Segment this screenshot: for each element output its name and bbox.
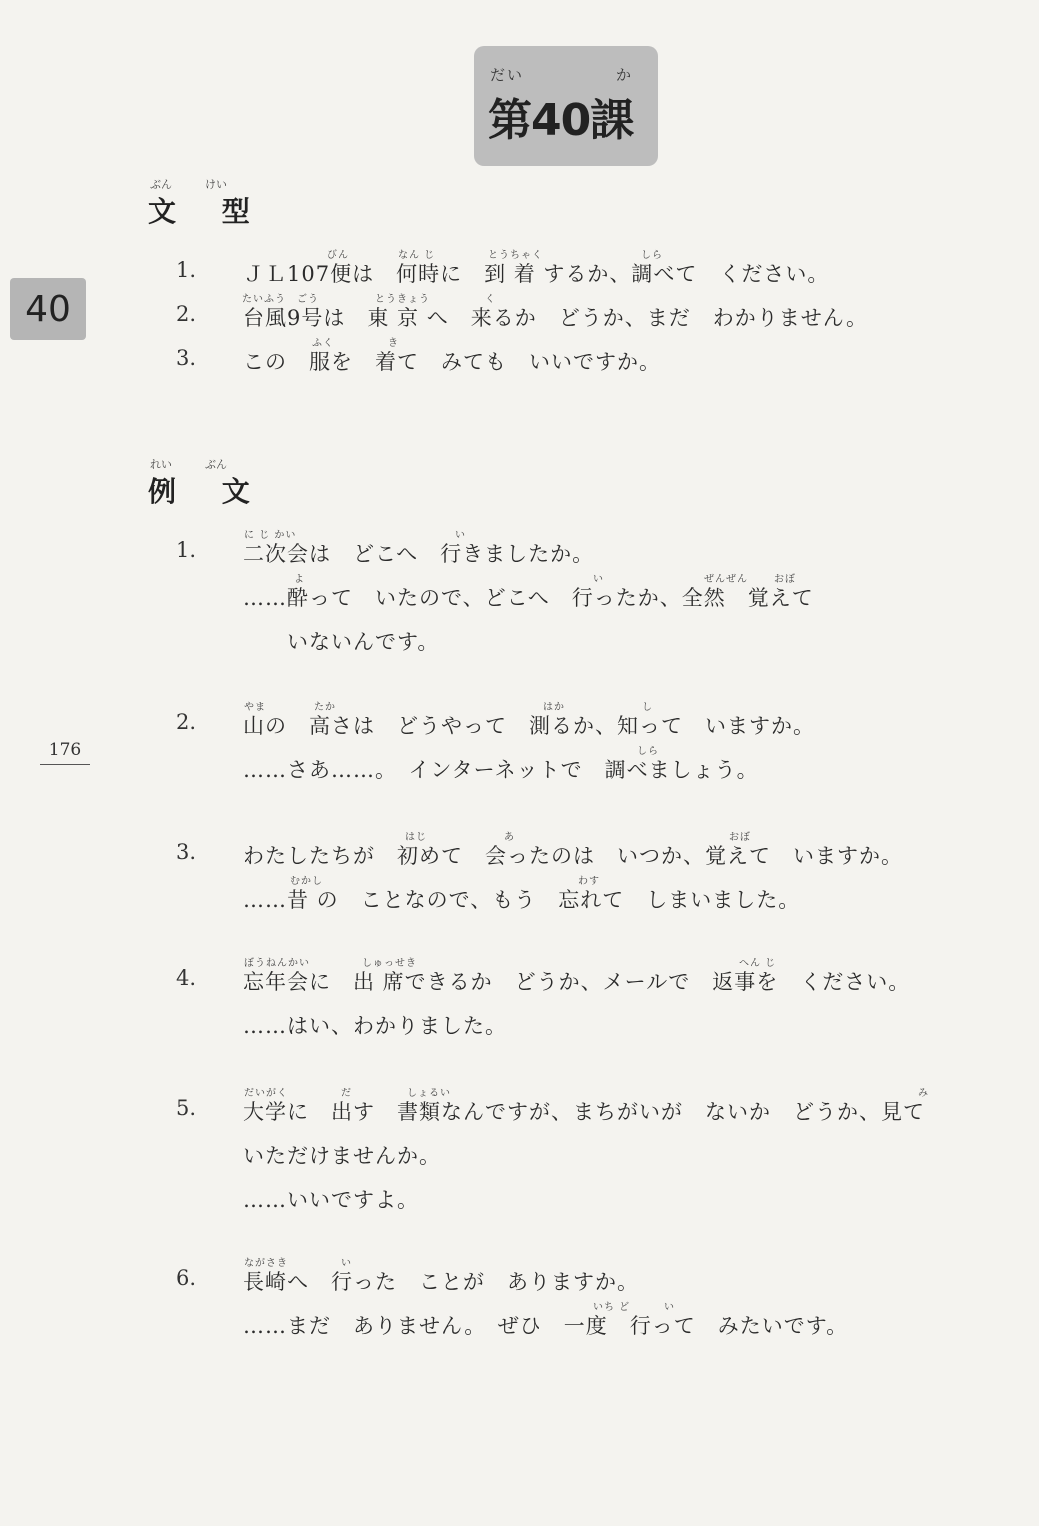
furigana: い — [593, 574, 604, 585]
furigana: はか — [543, 702, 565, 713]
furigana: い — [664, 1302, 675, 1313]
bunkei-furigana-1: ぶん — [150, 178, 172, 191]
reibun-item-number: 2. — [176, 710, 197, 734]
reibun-line: 忘年会に 出 席できるか どうか、メールで 返事を ください。 — [243, 970, 911, 994]
furigana: し — [642, 702, 653, 713]
furigana: しょるい — [407, 1088, 451, 1099]
furigana: よ — [294, 574, 305, 585]
furigana: み — [918, 1088, 929, 1099]
furigana: い — [455, 530, 466, 541]
bunkei-item-text: この 服を 着て みても いいですか。 — [243, 350, 661, 374]
lesson-furigana-ka: か — [616, 66, 634, 84]
reibun-heading: 例 文 — [148, 475, 268, 508]
lesson-furigana-dai: だい — [490, 66, 525, 84]
bunkei-item-text: 台風9号は 東 京 へ 来るか どうか、まだ わかりません。 — [243, 306, 868, 330]
furigana: い — [341, 1258, 352, 1269]
furigana: おぼ — [729, 832, 751, 843]
reibun-line: いないんです。 — [243, 630, 440, 654]
furigana: ぜんぜん — [704, 574, 748, 585]
reibun-item-number: 3. — [176, 840, 197, 864]
lesson-title: 第40課 — [488, 95, 634, 146]
furigana: ふく — [312, 338, 334, 349]
furigana: ながさき — [244, 1258, 288, 1269]
furigana: へん じ — [739, 958, 777, 969]
furigana: く — [485, 294, 496, 305]
furigana: に じ かい — [244, 530, 297, 541]
lesson-side-tab: 40 — [10, 278, 86, 340]
reibun-furigana-1: れい — [150, 458, 172, 471]
furigana: しら — [641, 250, 663, 261]
reibun-item-number: 4. — [176, 966, 197, 990]
bunkei-furigana-2: けい — [205, 178, 227, 191]
furigana: いち ど — [593, 1302, 631, 1313]
furigana: むかし — [290, 876, 323, 887]
furigana: ぼうねんかい — [244, 958, 310, 969]
reibun-line: 二次会は どこへ 行きましたか。 — [243, 542, 595, 566]
furigana: き — [388, 338, 399, 349]
furigana: とうちゃく — [488, 250, 543, 261]
furigana: だいがく — [244, 1088, 288, 1099]
page-number: 176 — [40, 740, 90, 765]
furigana: しら — [637, 746, 659, 757]
furigana: わす — [578, 876, 600, 887]
reibun-item-number: 6. — [176, 1266, 197, 1290]
bunkei-item-number: 2. — [176, 302, 197, 326]
reibun-line: ……まだ ありません。 ぜひ 一度 行って みたいです。 — [243, 1314, 849, 1338]
reibun-line: 山の 高さは どうやって 測るか、知って いますか。 — [243, 714, 815, 738]
furigana: しゅっせき — [362, 958, 417, 969]
reibun-line: 長崎へ 行った ことが ありますか。 — [243, 1270, 639, 1294]
reibun-item-number: 1. — [176, 538, 197, 562]
reibun-line: いただけませんか。 — [243, 1144, 441, 1168]
reibun-line: ……昔 の ことなので、もう 忘れて しまいました。 — [243, 888, 801, 912]
furigana: たいふう ごう — [242, 294, 319, 305]
furigana: やま — [244, 702, 266, 713]
reibun-furigana-2: ぶん — [205, 458, 227, 471]
reibun-line: ……いいですよ。 — [243, 1188, 419, 1212]
bunkei-item-text: ＪＬ107便は 何時に 到 着 するか、調べて ください。 — [243, 262, 830, 286]
reibun-line: 大学に 出す 書類なんですが、まちがいが ないか どうか、見て — [243, 1100, 925, 1124]
bunkei-item-number: 3. — [176, 346, 197, 370]
reibun-line: ……はい、わかりました。 — [243, 1014, 507, 1038]
reibun-line: ……酔って いたので、どこへ 行ったか、全然 覚えて — [243, 586, 814, 610]
furigana: おぼ — [774, 574, 796, 585]
reibun-line: わたしたちが 初めて 会ったのは いつか、覚えて いますか。 — [243, 844, 903, 868]
furigana: とうきょう — [375, 294, 430, 305]
furigana: たか — [314, 702, 336, 713]
furigana: だ — [341, 1088, 352, 1099]
furigana: なん じ — [398, 250, 436, 261]
furigana: はじ — [405, 832, 427, 843]
bunkei-heading: 文 型 — [148, 195, 268, 228]
bunkei-item-number: 1. — [176, 258, 197, 282]
furigana: びん — [327, 250, 349, 261]
reibun-line: ……さあ……。 インターネットで 調べましょう。 — [243, 758, 759, 782]
reibun-item-number: 5. — [176, 1096, 197, 1120]
furigana: あ — [504, 832, 515, 843]
